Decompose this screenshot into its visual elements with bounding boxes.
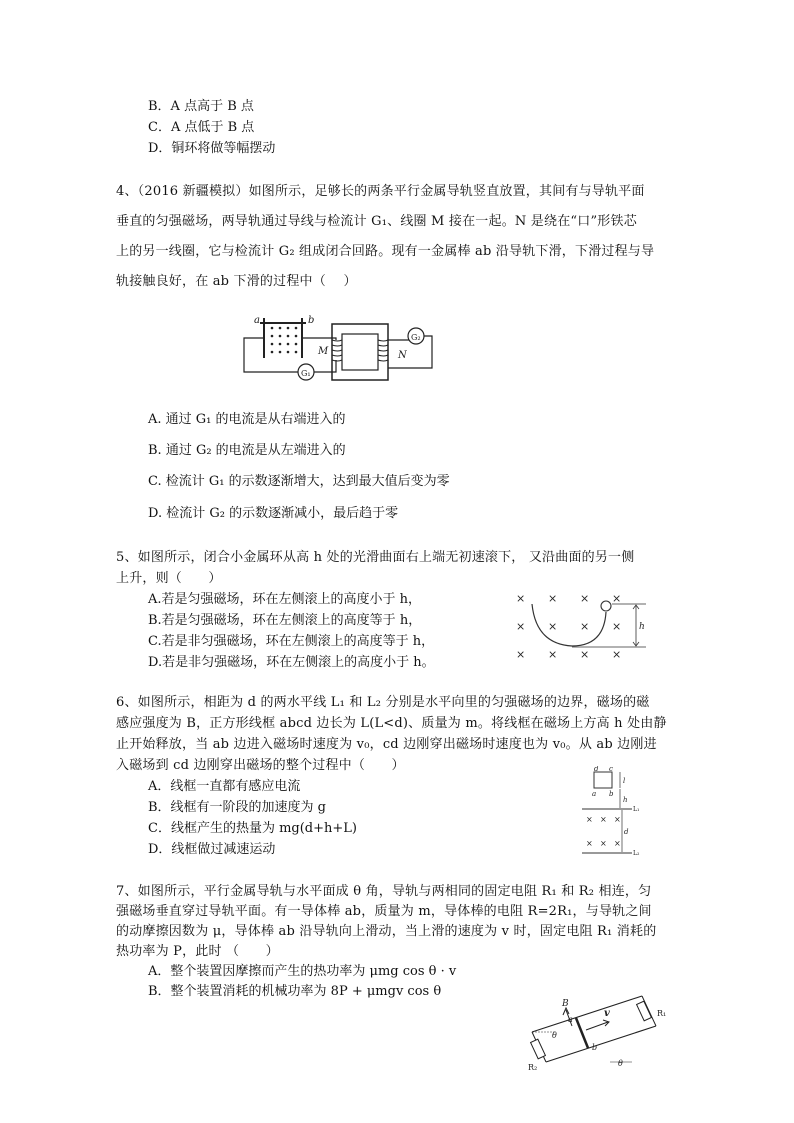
q7-stem-line-3: 的动摩擦因数为 μ，导体棒 ab 沿导轨向上滑动，当上滑的速度为 v 时，固定电阻 R₁ 消耗的 — [116, 924, 657, 939]
prev-option-c: C．A 点低于 B 点 — [148, 120, 255, 135]
metal-ring-icon — [601, 601, 611, 611]
q5-option-c: C.若是非匀强磁场，环在左侧滚上的高度等于 h， — [148, 634, 435, 649]
q6-label-b: b — [609, 790, 614, 798]
q7-stem-line-4: 热功率为 P，此时 （ ） — [116, 944, 279, 959]
q6-label-a: a — [592, 790, 597, 798]
q5-option-a: A.若是匀强磁场，环在左侧滚上的高度小于 h， — [148, 592, 422, 607]
q7-label-a: a — [568, 1015, 573, 1024]
q5-figure-curved-track — [508, 588, 658, 664]
q4-label-m: M — [318, 346, 329, 357]
q6-figure-square-frame — [578, 766, 650, 860]
q4-label-g1: G₁ — [301, 369, 311, 378]
q5-cross: × — [516, 620, 526, 633]
q4-label-g2: G₂ — [411, 333, 421, 342]
q6-label-l1: L₁ — [633, 806, 640, 813]
q4-label-b: b — [308, 315, 315, 326]
q7-label-b: b — [592, 1043, 598, 1052]
q7-option-b: B．整个装置消耗的机械功率为 8P + μmgv cos θ — [148, 984, 442, 999]
prev-option-b: B．A 点高于 B 点 — [148, 99, 254, 114]
q6-option-c: C．线框产生的热量为 mg(d+h+L) — [148, 821, 357, 836]
q4-option-c: C. 检流计 G₁ 的示数逐渐增大，达到最大值后变为零 — [148, 474, 450, 489]
q6-cross: × — [586, 815, 593, 824]
q6-cross: × — [586, 839, 593, 848]
q7-stem-line-2: 强磁场垂直穿过导轨平面。有一导体棒 ab，质量为 m，导体棒的电阻 R=2R₁，与导轨之间 — [116, 904, 652, 919]
q5-cross: × — [612, 648, 622, 661]
q4-stem-line-3: 上的另一线圈，它与检流计 G₂ 组成闭合回路。现有一金属棒 ab 沿导轨下滑，下滑过程与导 — [116, 244, 655, 259]
q7-figure-inclined-rails — [522, 992, 672, 1072]
q6-stem-line-3: 止开始释放，当 ab 边进入磁场时速度为 v₀，cd 边刚穿出磁场时速度也为 v₀。从 ab 边刚进 — [116, 737, 657, 752]
q5-cross: × — [612, 592, 622, 605]
q5-cross: × — [548, 648, 558, 661]
q5-stem-line-1: 5、如图所示，闭合小金属环从高 h 处的光滑曲面右上端无初速滚下， 又沿曲面的另一侧 — [116, 550, 635, 565]
q4-option-b: B. 通过 G₂ 的电流是从左端进入的 — [148, 443, 346, 458]
q5-cross: × — [548, 592, 558, 605]
q5-stem-line-2: 上升，则（ ） — [116, 571, 222, 586]
q5-cross: × — [516, 648, 526, 661]
q7-label-r1: R₁ — [657, 1009, 667, 1018]
q5-cross: × — [548, 620, 558, 633]
q4-label-n: N — [398, 350, 407, 361]
q6-option-d: D．线框做过减速运动 — [148, 842, 276, 857]
q5-cross: × — [580, 620, 590, 633]
prev-option-d: D．铜环将做等幅摆动 — [148, 141, 276, 156]
q7-option-a: A．整个装置因摩擦而产生的热功率为 μmg cos θ · v — [148, 964, 457, 979]
q7-label-theta: θ — [552, 1031, 557, 1040]
q5-cross: × — [580, 592, 590, 605]
q6-cross: × — [600, 815, 607, 824]
q7-label-r2: R₂ — [528, 1063, 538, 1072]
q4-option-a: A. 通过 G₁ 的电流是从右端进入的 — [148, 412, 346, 427]
q5-cross: × — [516, 592, 526, 605]
q5-option-b: B.若是匀强磁场，环在左侧滚上的高度等于 h， — [148, 613, 422, 628]
q4-option-d: D. 检流计 G₂ 的示数逐渐减小，最后趋于零 — [148, 506, 399, 521]
q4-stem-line-4: 轨接触良好，在 ab 下滑的过程中（ ） — [116, 274, 357, 289]
q6-stem-line-4: 入磁场到 cd 边刚穿出磁场的整个过程中（ ） — [116, 758, 405, 773]
q6-stem-line-2: 感应强度为 B，正方形线框 abcd 边长为 L(L<d)、质量为 m。将线框在磁场上方高 h 处由静 — [116, 716, 667, 731]
q6-label-d: d — [594, 766, 599, 773]
q4-stem-line-2: 垂直的匀强磁场，两导轨通过导线与检流计 G₁、线圈 M 接在一起。N 是绕在“口”形铁芯 — [116, 214, 637, 229]
q4-label-a: a — [254, 315, 260, 326]
q6-label-dd: d — [624, 828, 629, 836]
q6-label-h: h — [623, 796, 628, 804]
q5-label-h: h — [639, 622, 645, 632]
q4-stem-line-1: 4、（2016 新疆模拟）如图所示，足够长的两条平行金属导轨竖直放置，其间有与导轨平面 — [116, 184, 645, 199]
q6-label-l2: L₂ — [633, 850, 640, 857]
q7-label-v: v — [604, 1008, 610, 1019]
q6-stem-line-1: 6、如图所示，相距为 d 的两水平线 L₁ 和 L₂ 分别是水平向里的匀强磁场的边界，磁场的磁 — [116, 695, 650, 710]
q7-label-b-field: B — [562, 999, 569, 1009]
q6-option-a: A．线框一直都有感应电流 — [148, 779, 301, 794]
q6-cross: × — [614, 815, 621, 824]
q5-cross: × — [612, 620, 622, 633]
q6-label-c: c — [609, 766, 613, 773]
q6-cross: × — [614, 839, 621, 848]
q6-label-l: l — [623, 777, 626, 785]
q6-option-b: B．线框有一阶段的加速度为 g — [148, 800, 327, 815]
q4-figure-galvanometer-circuit — [240, 310, 440, 388]
q6-cross: × — [600, 839, 607, 848]
q5-cross: × — [580, 648, 590, 661]
q7-label-theta-2: θ — [618, 1059, 623, 1068]
q5-option-d: D.若是非匀强磁场，环在左侧滚上的高度小于 h。 — [148, 655, 435, 670]
q7-stem-line-1: 7、如图所示，平行金属导轨与水平面成 θ 角，导轨与两相同的固定电阻 R₁ 和 R₂ 相连，匀 — [116, 884, 652, 899]
